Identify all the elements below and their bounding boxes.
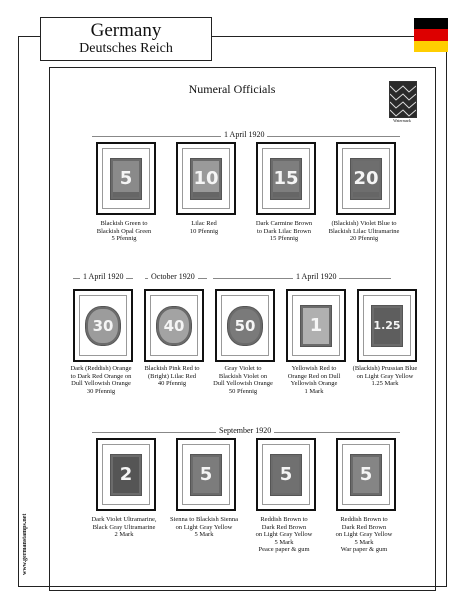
caption-line: Dark Violet Ultramarine, [91, 516, 157, 523]
caption-line: 30 Pfennig [86, 387, 116, 395]
stamp-value: 30 [92, 316, 114, 335]
stamp-value: 40 [163, 316, 185, 335]
stamp-band [353, 192, 379, 197]
watermark-image [389, 81, 417, 118]
stamp-image [227, 306, 263, 346]
caption-line: Blackish Violet on [218, 372, 268, 380]
stamp-band [273, 192, 299, 197]
flag-red-stripe [414, 29, 448, 40]
caption-line: 40 Pfennig [157, 380, 187, 388]
caption-line: (Bright) Lilac Red [147, 372, 196, 380]
stamp-mount-50pf [215, 289, 275, 362]
caption-line: Dark Red Brown [261, 523, 307, 531]
stamp-image [110, 454, 142, 496]
stamp-value: 50 [234, 316, 256, 335]
stamp-image [350, 454, 382, 496]
section-label-row1: 1 April 1920 [221, 130, 267, 139]
stamp-mount-5m-war [336, 438, 396, 511]
caption-line: Orange Red on Dull [287, 372, 341, 380]
stamp-caption [244, 220, 324, 243]
section-label-row2b: October 1920 [148, 272, 198, 281]
flag-gold-stripe [414, 41, 448, 52]
caption-line: Lilac Red [191, 220, 217, 227]
stamp-caption [203, 365, 283, 395]
caption-line: Gray Violet to [224, 365, 262, 372]
stamp-mount-1-25m [357, 289, 417, 362]
germany-flag [414, 18, 448, 52]
stamp-image [190, 158, 222, 200]
stamp-mount-inner [150, 295, 198, 356]
stamp-band [193, 192, 219, 197]
caption-line: Blackish Opal Green [96, 227, 152, 235]
stamp-image [371, 305, 403, 347]
section-label-row2c: 1 April 1920 [293, 272, 339, 281]
stamp-image [350, 158, 382, 200]
stamp-mount-inner [221, 295, 269, 356]
stamp-image [190, 454, 222, 496]
caption-line: Dark Carmine Brown [255, 220, 313, 227]
caption-line: Dull Yellowish Orange [213, 380, 273, 388]
caption-line: Dark Red Brown [341, 523, 387, 531]
stamp-mount-10pf [176, 142, 236, 215]
stamp-mount-inner [292, 295, 340, 356]
stamp-mount-1m [286, 289, 346, 362]
country-title: Germany [90, 20, 162, 41]
stamp-image [270, 454, 302, 496]
caption-line: to Dark Lilac Brown [257, 227, 311, 235]
stamp-caption [84, 516, 164, 539]
stamp-mount-30pf [73, 289, 133, 362]
stamp-value: 1.25 [373, 319, 401, 332]
caption-line: Yellowish Red to [291, 365, 337, 372]
stamp-caption [345, 365, 425, 388]
stamp-caption [324, 516, 404, 554]
stamp-mount-15pf [256, 142, 316, 215]
stamp-value: 10 [193, 168, 219, 189]
stamp-value: 5 [279, 464, 293, 485]
stamp-mount-inner [182, 444, 230, 505]
stamp-image [85, 306, 121, 346]
caption-line: (Blackish) Violet Blue to [331, 220, 397, 227]
stamp-mount-inner [363, 295, 411, 356]
stamp-value: 20 [353, 168, 379, 189]
stamp-caption [164, 516, 244, 539]
stamp-image [156, 306, 192, 346]
stamp-value: 5 [199, 464, 213, 485]
stamp-mount-inner [342, 444, 390, 505]
stamp-image [110, 158, 142, 200]
caption-line: 2 Mark [114, 531, 134, 539]
stamp-mount-5m-peace [256, 438, 316, 511]
stamp-mount-inner [262, 148, 310, 209]
stamp-caption [324, 220, 404, 243]
caption-line: Peace paper & gum [258, 546, 310, 554]
caption-line: 5 Mark [274, 538, 294, 546]
caption-line: 1 Mark [304, 387, 324, 395]
country-subtitle: Deutsches Reich [79, 41, 173, 56]
caption-line: 1.25 Mark [371, 380, 399, 388]
stamp-value: 5 [359, 464, 373, 485]
caption-line: Sienna to Blackish Sienna [169, 516, 239, 523]
stamp-mount-inner [262, 444, 310, 505]
caption-line: on Light Gray Yellow [175, 523, 233, 531]
stamp-mount-inner [102, 444, 150, 505]
stamp-mount-2m [96, 438, 156, 511]
stamp-mount-40pf [144, 289, 204, 362]
caption-line: 5 Mark [194, 531, 214, 539]
stamp-mount-inner [102, 148, 150, 209]
caption-line: Reddish Brown to [260, 516, 308, 523]
stamp-mount-inner [79, 295, 127, 356]
stamp-mount-inner [342, 148, 390, 209]
caption-line: 20 Pfennig [349, 235, 379, 243]
caption-line: 5 Mark [354, 538, 374, 546]
stamp-image [300, 305, 332, 347]
caption-line: 5 Pfennig [111, 235, 137, 243]
caption-line: Yellowish Orange [290, 380, 338, 388]
stamp-value: 1 [309, 315, 323, 336]
section-label-row2a: 1 April 1920 [80, 272, 126, 281]
caption-line: on Light Gray Yellow [335, 531, 393, 539]
stamp-mount-5m-sienna [176, 438, 236, 511]
stamp-caption [84, 220, 164, 243]
stamp-caption [244, 516, 324, 554]
stamp-band [113, 192, 139, 197]
caption-line: Blackish Lilac Ultramarine [328, 227, 400, 235]
caption-line: Black Gray Ultramarine [92, 523, 156, 531]
stamp-caption [132, 365, 212, 388]
caption-line: 10 Pfennig [189, 227, 219, 235]
stamp-caption [164, 220, 244, 235]
caption-line: Reddish Brown to [340, 516, 388, 523]
caption-line: 50 Pfennig [228, 387, 258, 395]
section-label-row3: September 1920 [216, 426, 274, 435]
caption-line: Dark (Reddish) Orange [70, 365, 132, 372]
stamp-mount-5pf [96, 142, 156, 215]
caption-line: 15 Pfennig [269, 235, 299, 243]
caption-line: (Blackish) Prussian Blue [352, 365, 418, 372]
stamp-caption [61, 365, 141, 395]
flag-black-stripe [414, 18, 448, 29]
caption-line: Blackish Green to [100, 220, 148, 227]
stamp-value: 5 [119, 168, 133, 189]
caption-line: to Dark Red Orange on [70, 372, 132, 380]
caption-line: Blackish Pink Red to [144, 365, 200, 372]
title-box [40, 17, 212, 61]
caption-line: Dull Yellowish Orange [71, 380, 131, 388]
stamp-mount-20pf [336, 142, 396, 215]
stamp-value: 15 [273, 168, 299, 189]
page-title: Numeral Officials [188, 82, 276, 96]
watermark-label: Watermark [393, 118, 411, 123]
stamp-value: 2 [119, 464, 133, 485]
stamp-caption [274, 365, 354, 395]
stamp-mount-inner [182, 148, 230, 209]
website-url: www.germanstamps.net [22, 513, 28, 575]
caption-line: on Light Gray Yellow [356, 372, 414, 380]
caption-line: War paper & gum [340, 546, 388, 554]
caption-line: on Light Gray Yellow [255, 531, 313, 539]
stamp-image [270, 158, 302, 200]
